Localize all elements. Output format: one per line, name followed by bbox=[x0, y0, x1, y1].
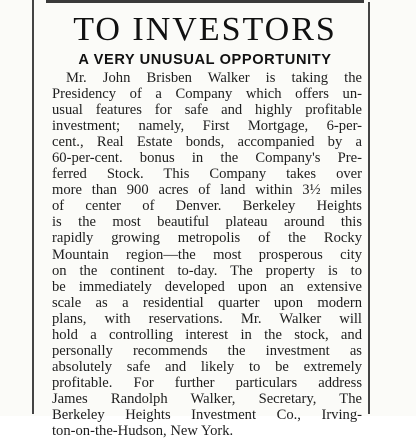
body-line: Mountain region—the most prosperous city bbox=[52, 246, 362, 263]
body-line: ferred Stock. This Company takes over bbox=[52, 166, 362, 183]
left-border-rule bbox=[32, 0, 34, 414]
body-line: on the continent to-day. The property is to bbox=[52, 262, 362, 279]
top-rule bbox=[46, 0, 364, 3]
body-line: scale as a residential quarter upon modern bbox=[52, 294, 362, 311]
body-line: profitable. For further particulars address bbox=[52, 374, 362, 391]
body-line: Berkeley Heights Investment Co., Irving- bbox=[52, 406, 362, 423]
body-line: hold a controlling interest in the stock, and bbox=[52, 326, 362, 343]
body-line: cent., Real Estate bonds, accompanied by a bbox=[52, 134, 362, 151]
body-line: more than 900 acres of land within 3½ miles bbox=[52, 182, 362, 199]
right-border-rule bbox=[368, 2, 370, 414]
subheadline: A VERY UNUSUAL OPPORTUNITY bbox=[78, 52, 332, 68]
body-line: usual features for safe and highly profitable bbox=[52, 102, 362, 119]
advertisement bbox=[46, 0, 364, 439]
body-line: of center of Denver. Berkeley Heights bbox=[52, 198, 362, 215]
body-line: rapidly growing metropolis of the Rocky bbox=[52, 230, 362, 247]
body-line: ton-on-the-Hudson, New York. bbox=[52, 423, 234, 439]
body-line: James Randolph Walker, Secretary, The bbox=[52, 390, 362, 407]
body-line: Mr. John Brisben Walker is taking the bbox=[66, 70, 362, 86]
headline: TO INVESTORS bbox=[73, 11, 337, 48]
body-line: be immediately developed upon an extensive bbox=[52, 278, 362, 295]
body-line: investment; namely, First Mortgage, 6-per- bbox=[52, 118, 362, 135]
body-paragraph bbox=[52, 70, 362, 439]
body-line: personally recommends the investment as bbox=[52, 342, 362, 359]
body-line: Presidency of a Company which offers un- bbox=[52, 86, 362, 103]
body-line: absolutely safe and likely to be extremely bbox=[52, 358, 362, 375]
body-line: is the most beautiful plateau around this bbox=[52, 214, 362, 231]
body-line: 60-per-cent. bonus in the Company's Pre- bbox=[52, 150, 362, 167]
body-line: plans, with reservations. Mr. Walker will bbox=[52, 310, 362, 327]
